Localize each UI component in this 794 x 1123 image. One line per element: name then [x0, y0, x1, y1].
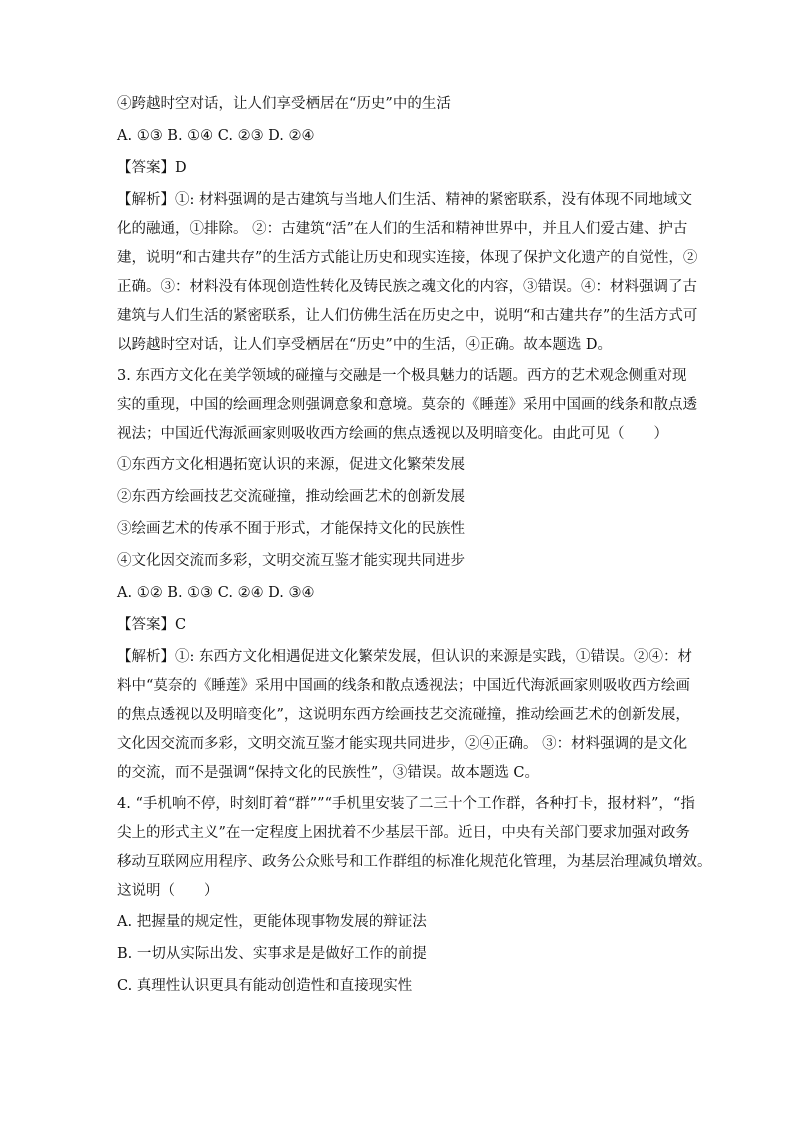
- q4-stem-line: 4. “手机响不停，时刻盯着“群””“手机里安装了二三十个工作群，各种打卡，报材料”，“指: [117, 796, 695, 812]
- q2-analysis: [117, 191, 698, 355]
- q4-stem-line: 尖上的形式主义”在一定程度上困扰着不少基层干部。近日，中央有关部门要求加强对政务: [117, 825, 690, 841]
- q3-statement-4: ④文化因交流而多彩，文明交流互鉴才能实现共同进步: [117, 553, 465, 569]
- q3-statement-1: ①东西方文化相遇拓宽认识的来源，促进文化繁荣发展: [117, 457, 465, 473]
- q3-analysis-line: 文化因交流而多彩，文明交流互鉴才能实现共同进步，②④正确。 ③：材料强调的是文化: [117, 736, 688, 752]
- q3-options: A. ①② B. ①③ C. ②④ D. ③④: [117, 585, 315, 601]
- q2-analysis-line: 建筑与人们生活的紧密联系，让人们仿佛生活在历史之中，说明“和古建共存”的生活方式可: [117, 308, 698, 324]
- q4-stem-line: 移动互联网应用程序、政务公众账号和工作群组的标准化规范化管理，为基层治理减负增效。: [117, 854, 712, 870]
- q4-option-c: C. 真理性认识更具有能动创造性和直接现实性: [117, 978, 413, 994]
- q4-stem-line: 这说明（ ）: [117, 883, 219, 899]
- q2-analysis-line: 正确。③：材料没有体现创造性转化及铸民族之魂文化的内容，③错误。④：材料强调了古: [117, 279, 697, 295]
- q2-analysis-line: 以跨越时空对话，让人们享受栖居在“历史”中的生活，④正确。故本题选 D。: [117, 337, 613, 353]
- q3-analysis-line: 的焦点透视以及明暗变化”，这说明东西方绘画技艺交流碰撞，推动绘画艺术的创新发展，: [117, 707, 690, 723]
- q2-analysis-line: 建，说明“和古建共存”的生活方式能让历史和现实连接，体现了保护文化遗产的自觉性，②: [117, 250, 698, 266]
- q2-analysis-line: 化的融通，①排除。 ②：古建筑“活”在人们的生活和精神世界中，并且人们爱古建、护古: [117, 221, 688, 237]
- q2-options: A. ①③ B. ①④ C. ②③ D. ②④: [117, 128, 315, 144]
- q2-answer: 【答案】D: [117, 160, 187, 176]
- q2-statement-4: ④跨越时空对话，让人们享受栖居在“历史”中的生活: [117, 96, 451, 112]
- q3-stem-line: 3. 东西方文化在美学领域的碰撞与交融是一个极具魅力的话题。西方的艺术观念侧重对现: [117, 368, 687, 384]
- q3-statement-2: ②东西方绘画技艺交流碰撞，推动绘画艺术的创新发展: [117, 489, 465, 505]
- q2-analysis-line: 【解析】①: 材料强调的是古建筑与当地人们生活、精神的紧密联系，没有体现不同地域文: [117, 192, 692, 208]
- document-page: [117, 95, 712, 1009]
- q3-answer: 【答案】C: [117, 617, 187, 633]
- q3-analysis: [117, 648, 692, 783]
- q3-stem-line: 实的重现，中国的绘画理念则强调意象和意境。莫奈的《睡莲》采用中国画的线条和散点透: [117, 397, 697, 413]
- q3-analysis-line: 料中“莫奈的《睡莲》采用中国画的线条和散点透视法；中国近代海派画家则吸收西方绘画: [117, 678, 690, 694]
- q4-stem: [117, 795, 712, 901]
- q3-statement-3: ③绘画艺术的传承不囿于形式，才能保持文化的民族性: [117, 521, 465, 537]
- q3-analysis-line: 的交流，而不是强调“保持文化的民族性”，③错误。故本题选 C。: [117, 765, 540, 781]
- q3-analysis-line: 【解析】①: 东西方文化相遇促进文化繁荣发展，但认识的来源是实践，①错误。②④：材: [117, 649, 692, 665]
- q3-stem: [117, 367, 697, 444]
- q4-option-a: A. 把握量的规定性，更能体现事物发展的辩证法: [117, 914, 427, 930]
- q3-stem-line: 视法；中国近代海派画家则吸收西方绘画的焦点透视以及明暗变化。由此可见（ ）: [117, 426, 668, 442]
- q4-option-b: B. 一切从实际出发、实事求是是做好工作的前提: [117, 946, 427, 962]
